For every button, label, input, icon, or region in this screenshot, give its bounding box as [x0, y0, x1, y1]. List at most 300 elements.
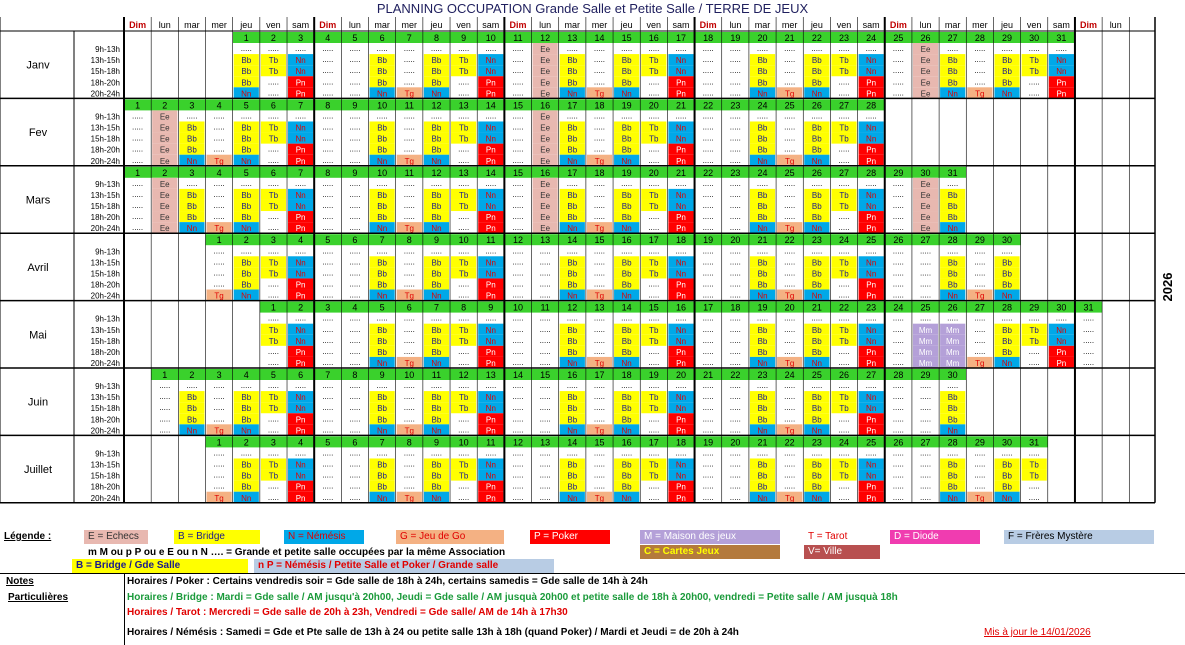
- empty-slot: .....: [322, 313, 334, 323]
- empty-slot: .....: [729, 381, 741, 391]
- day-number: 23: [730, 167, 741, 178]
- empty-slot: .....: [947, 313, 959, 323]
- empty-slot: .....: [593, 414, 606, 424]
- empty-slot: .....: [838, 425, 850, 435]
- empty-slot: .....: [648, 212, 660, 222]
- activity-code: Tg: [784, 493, 795, 503]
- slot-label: 15h-18h: [90, 202, 120, 212]
- day-number: 13: [458, 100, 469, 111]
- empty-slot: .....: [648, 111, 660, 121]
- day-number: 6: [352, 437, 358, 448]
- activity-code: Tg: [784, 89, 795, 99]
- day-number: 9: [352, 100, 358, 111]
- empty-slot: .....: [919, 290, 932, 300]
- empty-slot: .....: [974, 268, 986, 278]
- empty-slot: .....: [892, 55, 904, 65]
- activity-code: Pn: [295, 145, 306, 155]
- day-number: 15: [621, 33, 632, 43]
- activity-code: Bb: [621, 460, 632, 470]
- empty-slot: .....: [675, 111, 687, 121]
- empty-slot: .....: [458, 44, 470, 54]
- empty-slot: .....: [539, 346, 551, 356]
- activity-code: Nn: [1001, 89, 1013, 99]
- activity-code: Bb: [621, 482, 632, 492]
- activity-code: Nn: [186, 156, 198, 166]
- empty-slot: .....: [213, 279, 225, 289]
- day-number: 25: [866, 437, 877, 448]
- empty-slot: .....: [349, 392, 361, 402]
- empty-slot: .....: [512, 481, 524, 491]
- day-number: 16: [675, 302, 686, 313]
- empty-slot: .....: [430, 44, 443, 54]
- activity-code: Ee: [540, 89, 551, 99]
- activity-code: Bb: [621, 336, 632, 346]
- empty-slot: .....: [702, 425, 714, 435]
- empty-slot: .....: [648, 313, 660, 323]
- activity-code: Bb: [757, 460, 768, 470]
- empty-slot: .....: [838, 246, 850, 256]
- empty-slot: .....: [349, 403, 361, 413]
- empty-slot: .....: [919, 448, 932, 458]
- activity-code: Bb: [1002, 460, 1012, 470]
- day-number: 2: [270, 33, 276, 43]
- empty-slot: .....: [593, 268, 606, 278]
- empty-slot: .....: [322, 257, 334, 267]
- activity-code: Pn: [485, 482, 496, 492]
- empty-slot: .....: [512, 358, 524, 367]
- activity-code: Nn: [241, 426, 252, 436]
- empty-slot: .....: [919, 392, 932, 402]
- activity-code: Bb: [567, 336, 578, 346]
- activity-code: Bb: [567, 482, 578, 492]
- empty-slot: .....: [213, 481, 225, 491]
- empty-slot: .....: [485, 44, 497, 54]
- empty-slot: .....: [756, 44, 769, 54]
- legend-shared-note: m M ou p P ou e E ou n N …. = Grande et petite salle occupées par la même Association: [88, 547, 506, 558]
- empty-slot: .....: [213, 257, 225, 267]
- empty-slot: .....: [784, 257, 796, 267]
- empty-slot: .....: [919, 257, 932, 267]
- empty-slot: .....: [865, 313, 877, 323]
- legend-area: [0, 511, 1185, 645]
- day-number: 13: [540, 437, 551, 448]
- day-number: 4: [216, 100, 222, 111]
- empty-slot: .....: [784, 178, 796, 188]
- empty-slot: .....: [702, 324, 714, 334]
- empty-slot: .....: [702, 470, 714, 480]
- month-name: Fev: [28, 127, 48, 140]
- activity-code: Bb: [621, 325, 632, 335]
- empty-slot: .....: [593, 44, 606, 54]
- activity-code: Bb: [241, 134, 252, 144]
- empty-slot: .....: [756, 313, 769, 323]
- empty-slot: .....: [512, 459, 524, 469]
- day-number: 14: [512, 370, 523, 380]
- activity-code: Tb: [458, 269, 469, 279]
- day-number: 24: [838, 437, 850, 448]
- activity-code: Bb: [567, 134, 578, 144]
- empty-slot: .....: [539, 268, 551, 278]
- empty-slot: .....: [458, 481, 470, 491]
- activity-code: Tb: [268, 134, 279, 144]
- activity-code: Bb: [377, 482, 388, 492]
- day-number: 1: [216, 235, 222, 246]
- activity-code: Bb: [811, 78, 822, 88]
- activity-code: Ee: [159, 134, 170, 144]
- activity-code: Bb: [947, 258, 958, 268]
- empty-slot: .....: [784, 392, 796, 402]
- activity-code: Bb: [377, 280, 388, 290]
- activity-code: Tg: [784, 359, 795, 368]
- activity-code: Nn: [295, 404, 306, 414]
- empty-slot: .....: [322, 201, 334, 211]
- empty-slot: .....: [349, 448, 361, 458]
- empty-slot: .....: [892, 201, 904, 211]
- empty-slot: .....: [784, 448, 796, 458]
- empty-slot: .....: [784, 403, 796, 413]
- day-number: 19: [730, 33, 741, 43]
- empty-slot: .....: [729, 178, 741, 188]
- activity-code: Bb: [187, 404, 197, 414]
- empty-slot: .....: [593, 189, 606, 199]
- empty-slot: .....: [838, 111, 850, 121]
- activity-code: Bb: [187, 213, 197, 223]
- day-number: 3: [325, 302, 331, 313]
- activity-code: Bb: [567, 404, 578, 414]
- empty-slot: .....: [593, 122, 606, 132]
- activity-code: Pn: [295, 224, 306, 234]
- empty-slot: .....: [702, 268, 714, 278]
- empty-slot: .....: [865, 448, 877, 458]
- day-number: 4: [352, 302, 358, 313]
- empty-slot: .....: [648, 155, 660, 165]
- empty-slot: .....: [458, 414, 470, 424]
- empty-slot: .....: [702, 481, 714, 491]
- empty-slot: .....: [403, 459, 415, 469]
- empty-slot: .....: [349, 324, 361, 334]
- month-name: Juillet: [23, 464, 53, 477]
- empty-slot: .....: [892, 414, 904, 424]
- empty-slot: .....: [267, 212, 279, 222]
- activity-code: Tb: [839, 56, 849, 66]
- activity-code: Bb: [947, 202, 958, 212]
- empty-slot: .....: [729, 346, 741, 356]
- activity-code: Pn: [866, 291, 877, 301]
- empty-slot: .....: [892, 470, 904, 480]
- empty-slot: .....: [811, 44, 823, 54]
- empty-slot: .....: [322, 481, 334, 491]
- day-number: 7: [298, 100, 304, 111]
- activity-code: Tb: [1029, 56, 1039, 66]
- empty-slot: .....: [593, 335, 606, 345]
- activity-code: Mm: [946, 325, 960, 335]
- day-number: 15: [512, 100, 523, 111]
- empty-slot: .....: [892, 346, 904, 356]
- activity-code: Nn: [866, 404, 877, 414]
- empty-slot: .....: [403, 178, 415, 188]
- empty-slot: .....: [458, 178, 470, 188]
- day-number: 9: [352, 167, 358, 178]
- activity-code: Bb: [811, 393, 822, 403]
- activity-code: Tb: [839, 134, 849, 144]
- activity-code: Tb: [839, 67, 849, 77]
- empty-slot: .....: [729, 313, 741, 323]
- activity-code: Bb: [811, 482, 822, 492]
- empty-slot: .....: [974, 246, 986, 256]
- empty-slot: .....: [213, 133, 225, 143]
- legend-echecs: E = Echecs: [84, 530, 148, 544]
- activity-code: Bb: [621, 213, 632, 223]
- day-number: 22: [703, 100, 714, 111]
- activity-code: Bb: [567, 202, 578, 212]
- day-number: 23: [811, 437, 822, 448]
- year-label: 2026: [1160, 272, 1175, 302]
- empty-slot: .....: [1001, 44, 1013, 54]
- day-number: 21: [757, 235, 768, 246]
- empty-slot: .....: [892, 88, 904, 98]
- activity-code: Bb: [1002, 258, 1012, 268]
- activity-code: Nn: [485, 134, 496, 144]
- activity-code: Tb: [839, 460, 849, 470]
- empty-slot: .....: [784, 246, 796, 256]
- empty-slot: .....: [1028, 481, 1040, 491]
- empty-slot: .....: [512, 133, 524, 143]
- day-number: 7: [325, 370, 331, 380]
- day-number: 3: [270, 235, 276, 246]
- legend-maison: M = Maison des jeux: [640, 530, 780, 544]
- activity-code: Bb: [757, 258, 768, 268]
- day-number: 5: [352, 33, 358, 43]
- empty-slot: .....: [784, 414, 796, 424]
- empty-slot: .....: [838, 290, 850, 300]
- activity-code: Nn: [376, 156, 388, 166]
- empty-slot: .....: [349, 414, 361, 424]
- day-number: 28: [1002, 302, 1013, 313]
- day-number: 21: [784, 33, 795, 43]
- activity-code: Tb: [839, 258, 849, 268]
- activity-code: Bb: [811, 471, 822, 481]
- empty-slot: .....: [811, 246, 823, 256]
- empty-slot: .....: [892, 212, 904, 222]
- activity-code: Bb: [757, 269, 768, 279]
- activity-code: Bb: [757, 471, 768, 481]
- empty-slot: .....: [892, 335, 904, 345]
- day-number: 7: [433, 302, 439, 313]
- empty-slot: .....: [458, 212, 470, 222]
- day-number: 17: [567, 167, 578, 178]
- empty-slot: .....: [892, 425, 904, 435]
- activity-code: Nn: [866, 123, 877, 133]
- empty-slot: .....: [349, 381, 361, 391]
- day-header: mar: [754, 20, 771, 30]
- empty-slot: .....: [702, 346, 714, 356]
- activity-code: Mm: [918, 347, 933, 357]
- empty-slot: .....: [621, 178, 633, 188]
- empty-slot: .....: [186, 111, 198, 121]
- empty-slot: .....: [349, 346, 361, 356]
- month-name: Juin: [27, 396, 49, 409]
- day-number: 27: [920, 437, 931, 448]
- activity-code: Bb: [621, 471, 632, 481]
- empty-slot: .....: [784, 481, 796, 491]
- activity-code: Mm: [918, 336, 933, 346]
- day-number: 5: [243, 100, 249, 111]
- activity-code: Nn: [485, 190, 496, 200]
- empty-slot: .....: [784, 122, 796, 132]
- empty-slot: .....: [729, 88, 741, 98]
- empty-slot: .....: [213, 414, 225, 424]
- empty-slot: .....: [512, 381, 524, 391]
- day-header: mer: [591, 20, 608, 30]
- empty-slot: .....: [593, 381, 606, 391]
- empty-slot: .....: [919, 470, 932, 480]
- day-number: 17: [703, 302, 714, 313]
- empty-slot: .....: [512, 268, 524, 278]
- empty-slot: .....: [430, 448, 443, 458]
- empty-slot: .....: [539, 459, 551, 469]
- slot-label: 18h-20h: [90, 280, 120, 290]
- empty-slot: .....: [648, 178, 660, 188]
- legend-nemesis: N = Némésis: [284, 530, 364, 544]
- activity-code: Nn: [186, 224, 198, 234]
- activity-code: Tb: [268, 460, 279, 470]
- activity-code: Tb: [649, 404, 659, 414]
- day-number: 19: [648, 370, 659, 380]
- activity-code: Tb: [839, 123, 849, 133]
- empty-slot: .....: [349, 201, 361, 211]
- empty-slot: .....: [784, 77, 796, 87]
- day-number: 7: [379, 437, 385, 448]
- empty-slot: .....: [512, 448, 524, 458]
- empty-slot: .....: [458, 313, 470, 323]
- empty-slot: .....: [458, 144, 470, 154]
- day-number: 23: [866, 302, 877, 313]
- activity-code: Nn: [1056, 56, 1067, 66]
- empty-slot: .....: [512, 257, 524, 267]
- empty-slot: .....: [267, 246, 279, 256]
- activity-code: Nn: [675, 325, 687, 335]
- day-number: 26: [893, 235, 904, 246]
- activity-code: Bb: [567, 67, 578, 77]
- day-number: 11: [486, 437, 496, 448]
- empty-slot: .....: [947, 381, 959, 391]
- empty-slot: .....: [729, 492, 741, 502]
- empty-slot: .....: [403, 279, 415, 289]
- day-number: 31: [947, 167, 958, 178]
- activity-code: Bb: [621, 145, 632, 155]
- empty-slot: .....: [512, 492, 524, 502]
- empty-slot: .....: [512, 313, 524, 323]
- legend-freres: F = Frères Mystère: [1004, 530, 1154, 544]
- empty-slot: .....: [648, 44, 660, 54]
- activity-code: Ee: [540, 123, 551, 133]
- activity-code: Bb: [431, 325, 442, 335]
- activity-code: Bb: [621, 258, 632, 268]
- day-number: 16: [621, 437, 632, 448]
- empty-slot: .....: [213, 459, 225, 469]
- day-number: 30: [1002, 437, 1013, 448]
- activity-code: Bb: [431, 67, 442, 77]
- legend-go: G = Jeu de Go: [396, 530, 504, 544]
- activity-code: Pn: [485, 291, 496, 301]
- day-header: ven: [646, 20, 662, 30]
- empty-slot: .....: [811, 111, 823, 121]
- empty-slot: .....: [539, 414, 551, 424]
- activity-code: Pn: [866, 280, 877, 290]
- day-number: 9: [433, 235, 439, 246]
- activity-code: Nn: [1001, 291, 1013, 301]
- empty-slot: .....: [702, 358, 714, 367]
- empty-slot: .....: [322, 189, 334, 199]
- day-number: 20: [784, 302, 795, 313]
- legend-label: Légende :: [4, 531, 52, 542]
- activity-code: Nn: [567, 426, 578, 436]
- activity-code: Nn: [675, 202, 687, 212]
- empty-slot: .....: [838, 448, 850, 458]
- day-number: 13: [540, 235, 551, 246]
- slot-label: 9h-13h: [95, 314, 120, 324]
- activity-code: Bb: [621, 56, 632, 66]
- empty-slot: .....: [132, 201, 144, 211]
- empty-slot: .....: [593, 459, 606, 469]
- empty-slot: .....: [892, 66, 904, 76]
- empty-slot: .....: [213, 122, 225, 132]
- activity-code: Bb: [947, 67, 958, 77]
- empty-slot: .....: [593, 313, 606, 323]
- activity-code: Bb: [757, 393, 768, 403]
- empty-slot: .....: [566, 381, 578, 391]
- activity-code: Nn: [947, 224, 958, 234]
- empty-slot: .....: [838, 492, 850, 502]
- empty-slot: .....: [702, 257, 714, 267]
- day-number: 12: [512, 437, 523, 448]
- activity-code: Bb: [431, 460, 442, 470]
- slot-label: 13h-15h: [90, 123, 120, 133]
- day-number: 30: [1029, 33, 1040, 43]
- empty-slot: .....: [186, 178, 198, 188]
- slot-label: 20h-24h: [90, 291, 120, 301]
- activity-code: Bb: [431, 202, 442, 212]
- activity-code: Bb: [811, 56, 822, 66]
- empty-slot: .....: [458, 223, 470, 233]
- activity-code: Bb: [757, 336, 768, 346]
- day-number: 29: [1002, 33, 1013, 43]
- empty-slot: .....: [919, 313, 932, 323]
- activity-code: Tg: [404, 156, 414, 166]
- activity-code: Bb: [377, 123, 388, 133]
- day-number: 31: [1056, 33, 1067, 43]
- empty-slot: .....: [349, 77, 361, 87]
- activity-code: Bb: [377, 213, 388, 223]
- empty-slot: .....: [593, 246, 606, 256]
- empty-slot: .....: [566, 246, 578, 256]
- month-name: Mars: [25, 194, 51, 207]
- activity-code: Tb: [268, 67, 279, 77]
- empty-slot: .....: [974, 77, 986, 87]
- day-header: sam: [482, 20, 500, 30]
- empty-slot: .....: [322, 324, 334, 334]
- empty-slot: .....: [403, 313, 415, 323]
- empty-slot: .....: [295, 313, 307, 323]
- empty-slot: .....: [648, 492, 660, 502]
- empty-slot: .....: [349, 189, 361, 199]
- activity-code: Nn: [431, 224, 442, 234]
- empty-slot: .....: [784, 44, 796, 54]
- empty-slot: .....: [729, 144, 741, 154]
- empty-slot: .....: [621, 246, 633, 256]
- empty-slot: .....: [593, 324, 606, 334]
- day-number: 10: [485, 33, 496, 43]
